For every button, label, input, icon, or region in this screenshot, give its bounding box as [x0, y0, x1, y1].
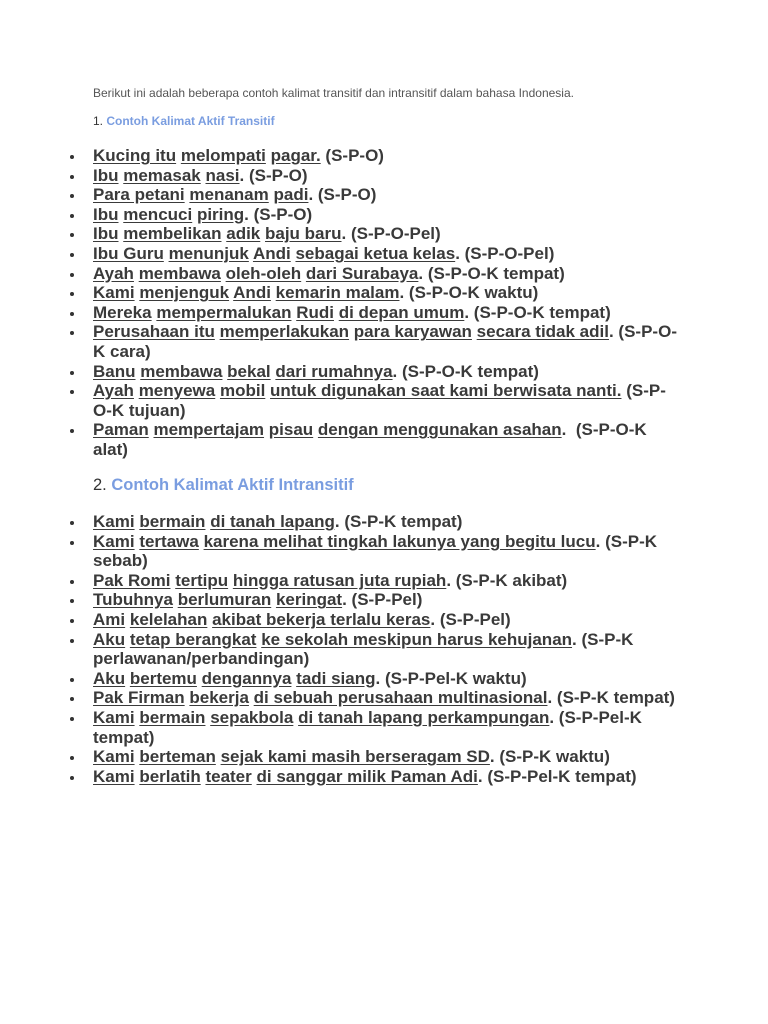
sentence-part: Andi [252, 243, 291, 263]
sentence-part: dengan menggunakan asahan [317, 420, 562, 440]
sentence-part: bermain [139, 707, 206, 727]
sentence-part: Ayah [93, 381, 134, 401]
sentence-part: tetap berangkat [129, 629, 257, 649]
sentence-pattern: . (S-P-O-K tempat) [464, 302, 611, 322]
section-heading-intransitif [93, 476, 354, 495]
sentence-part: dari Surabaya [305, 263, 419, 283]
sentence-part: Kami [93, 531, 135, 551]
sentence-part: bertemu [129, 668, 197, 688]
sentence-part: karena melihat tingkah lakunya yang begitu lucu [203, 531, 596, 551]
sentence-part: dengannya [201, 668, 292, 688]
sentence-part: Tubuhnya [93, 590, 173, 610]
sentence-part: kemarin malam [275, 283, 400, 303]
list-item [93, 767, 678, 787]
list-item [93, 362, 678, 382]
section-title: Contoh Kalimat Aktif Intransitif [111, 476, 354, 494]
list-item [93, 205, 678, 225]
sentence-part: mempermalukan [156, 302, 292, 322]
list-item [93, 322, 678, 361]
sentence-part: kelelahan [129, 609, 208, 629]
sentence-part: di tanah lapang [210, 512, 335, 531]
sentence-part: Rudi [296, 302, 334, 322]
sentence-part: mencuci [123, 204, 193, 224]
list-item [93, 571, 678, 591]
sentence-part: Andi [233, 283, 271, 303]
sentence-part: Pak Firman [93, 688, 185, 708]
sentence-part: untuk digunakan saat kami berwisata nanti. [270, 381, 622, 401]
list-item [93, 532, 678, 571]
sentence-part: Ami [93, 609, 126, 629]
list-item [93, 224, 678, 244]
sentence-part: Ibu Guru [93, 243, 164, 263]
sentence-pattern: . (S-P-O) [239, 165, 308, 185]
sentence-part: di sebuah perusahaan multinasional [253, 688, 548, 708]
sentence-part: adik [226, 224, 261, 244]
sentence-part: membawa [138, 263, 221, 283]
sentence-part: Mereka [93, 302, 152, 322]
sentence-part: menunjuk [168, 243, 249, 263]
sentence-pattern: . (S-P-K tempat) [334, 512, 463, 531]
list-item [93, 590, 678, 610]
sentence-pattern: . (S-P-Pel) [342, 590, 423, 610]
sentence-part: berlumuran [177, 590, 272, 610]
sentence-part: sepakbola [210, 707, 294, 727]
intransitive-examples-list [93, 512, 678, 786]
sentence-part: Perusahaan itu [93, 322, 215, 342]
sentence-pattern: . (S-P-K perlawanan/perbandingan) [93, 629, 639, 669]
sentence-pattern: . (S-P-O) [308, 185, 377, 205]
sentence-part: menjenguk [139, 283, 230, 303]
sentence-pattern: . (S-P-K tempat) [547, 688, 675, 708]
sentence-part: oleh-oleh [225, 263, 302, 283]
sentence-pattern: . (S-P-O-K cara) [93, 322, 677, 361]
list-item [93, 244, 678, 264]
sentence-part: Pak Romi [93, 570, 171, 590]
sentence-part: membawa [140, 361, 223, 381]
sentence-part: bekerja [189, 688, 249, 708]
intro-paragraph: Berikut ini adalah beberapa contoh kalimat transitif dan intransitif dalam bahasa Indonesia. [93, 86, 574, 100]
sentence-part: berlatih [139, 766, 201, 786]
list-item [93, 381, 678, 420]
sentence-pattern: . (S-P-Pel) [430, 609, 511, 629]
list-item [93, 166, 678, 186]
sentence-part: teater [205, 766, 252, 786]
transitive-examples-list [93, 146, 678, 460]
sentence-part: Ibu [93, 204, 119, 224]
sentence-part: berteman [139, 747, 216, 767]
sentence-part: pagar. [270, 146, 321, 165]
sentence-part: Kami [93, 512, 135, 531]
sentence-part: bekal [227, 361, 271, 381]
sentence-part: hingga ratusan juta rupiah [232, 570, 447, 590]
sentence-pattern: . (S-P-O-K tempat) [392, 361, 539, 381]
sentence-part: piring [196, 204, 245, 224]
sentence-part: mobil [219, 381, 266, 401]
sentence-pattern: . (S-P-O) [244, 204, 313, 224]
list-item [93, 708, 678, 747]
sentence-part: bermain [139, 512, 206, 531]
sentence-pattern: . (S-P-Pel-K tempat) [477, 766, 637, 786]
sentence-part: keringat [275, 590, 343, 610]
sentence-pattern: . (S-P-K sebab) [93, 531, 662, 571]
sentence-part: tertipu [175, 570, 229, 590]
list-item [93, 669, 678, 689]
sentence-part: ke sekolah meskipun harus kehujanan [261, 629, 573, 649]
list-item [93, 610, 678, 630]
sentence-pattern: . (S-P-K waktu) [489, 747, 610, 767]
list-item [93, 185, 678, 205]
list-item [93, 264, 678, 284]
list-item [93, 146, 678, 166]
sentence-part: para karyawan [353, 322, 472, 342]
sentence-part: nasi [205, 165, 240, 185]
sentence-part: Kami [93, 766, 135, 786]
sentence-part: baju baru [265, 224, 342, 244]
sentence-pattern: . (S-P-K akibat) [446, 570, 568, 590]
sentence-part: sebagai ketua kelas [295, 243, 456, 263]
sentence-part: Aku [93, 668, 126, 688]
list-item [93, 303, 678, 323]
sentence-part: Paman [93, 420, 149, 440]
sentence-pattern: . (S-P-O-Pel) [341, 224, 441, 244]
sentence-part: secara tidak adil [476, 322, 609, 342]
sentence-part: padi [273, 185, 309, 205]
sentence-pattern: . (S-P-O-K waktu) [399, 283, 539, 303]
section-title: Contoh Kalimat Aktif Transitif [106, 114, 275, 128]
sentence-pattern: . (S-P-O-Pel) [455, 243, 555, 263]
list-item [93, 283, 678, 303]
sentence-part: Ayah [93, 263, 134, 283]
sentence-part: di tanah lapang perkampungan [298, 707, 550, 727]
sentence-part: menanam [189, 185, 269, 205]
sentence-part: Para petani [93, 185, 185, 205]
sentence-part: melompati [180, 146, 266, 165]
sentence-part: tertawa [139, 531, 199, 551]
sentence-part: memperlakukan [219, 322, 350, 342]
sentence-part: akibat bekerja terlalu keras [212, 609, 431, 629]
sentence-part: di depan umum [338, 302, 465, 322]
sentence-part: Banu [93, 361, 136, 381]
sentence-part: di sanggar milik Paman Adi [256, 766, 478, 786]
section-heading-transitif [93, 114, 275, 128]
sentence-part: sejak kami masih berseragam SD [220, 747, 490, 767]
section-number: 2. [93, 476, 107, 494]
list-item [93, 747, 678, 767]
sentence-part: membelikan [123, 224, 222, 244]
sentence-part: memasak [123, 165, 201, 185]
sentence-part: Kucing itu [93, 146, 177, 165]
list-item [93, 420, 678, 459]
list-item [93, 688, 678, 708]
sentence-part: pisau [268, 420, 314, 440]
sentence-part: Kami [93, 747, 135, 767]
sentence-pattern: . (S-P-O-K alat) [93, 420, 652, 459]
sentence-part: Ibu [93, 224, 119, 244]
sentence-part: dari rumahnya [275, 361, 393, 381]
sentence-part: Aku [93, 629, 126, 649]
sentence-pattern: (S-P-O) [320, 146, 384, 165]
list-item [93, 512, 678, 532]
section-number: 1. [93, 114, 104, 128]
sentence-part: Kami [93, 707, 135, 727]
sentence-pattern: . (S-P-O-K tempat) [418, 263, 565, 283]
sentence-part: Ibu [93, 165, 119, 185]
sentence-pattern: (S-P-O-K tujuan) [93, 381, 666, 420]
sentence-pattern: . (S-P-Pel-K tempat) [93, 707, 647, 747]
sentence-part: Kami [93, 283, 135, 303]
sentence-pattern: . (S-P-Pel-K waktu) [375, 668, 527, 688]
sentence-part: menyewa [138, 381, 216, 401]
sentence-part: tadi siang [296, 668, 376, 688]
sentence-part: mempertajam [153, 420, 265, 440]
list-item [93, 630, 678, 669]
